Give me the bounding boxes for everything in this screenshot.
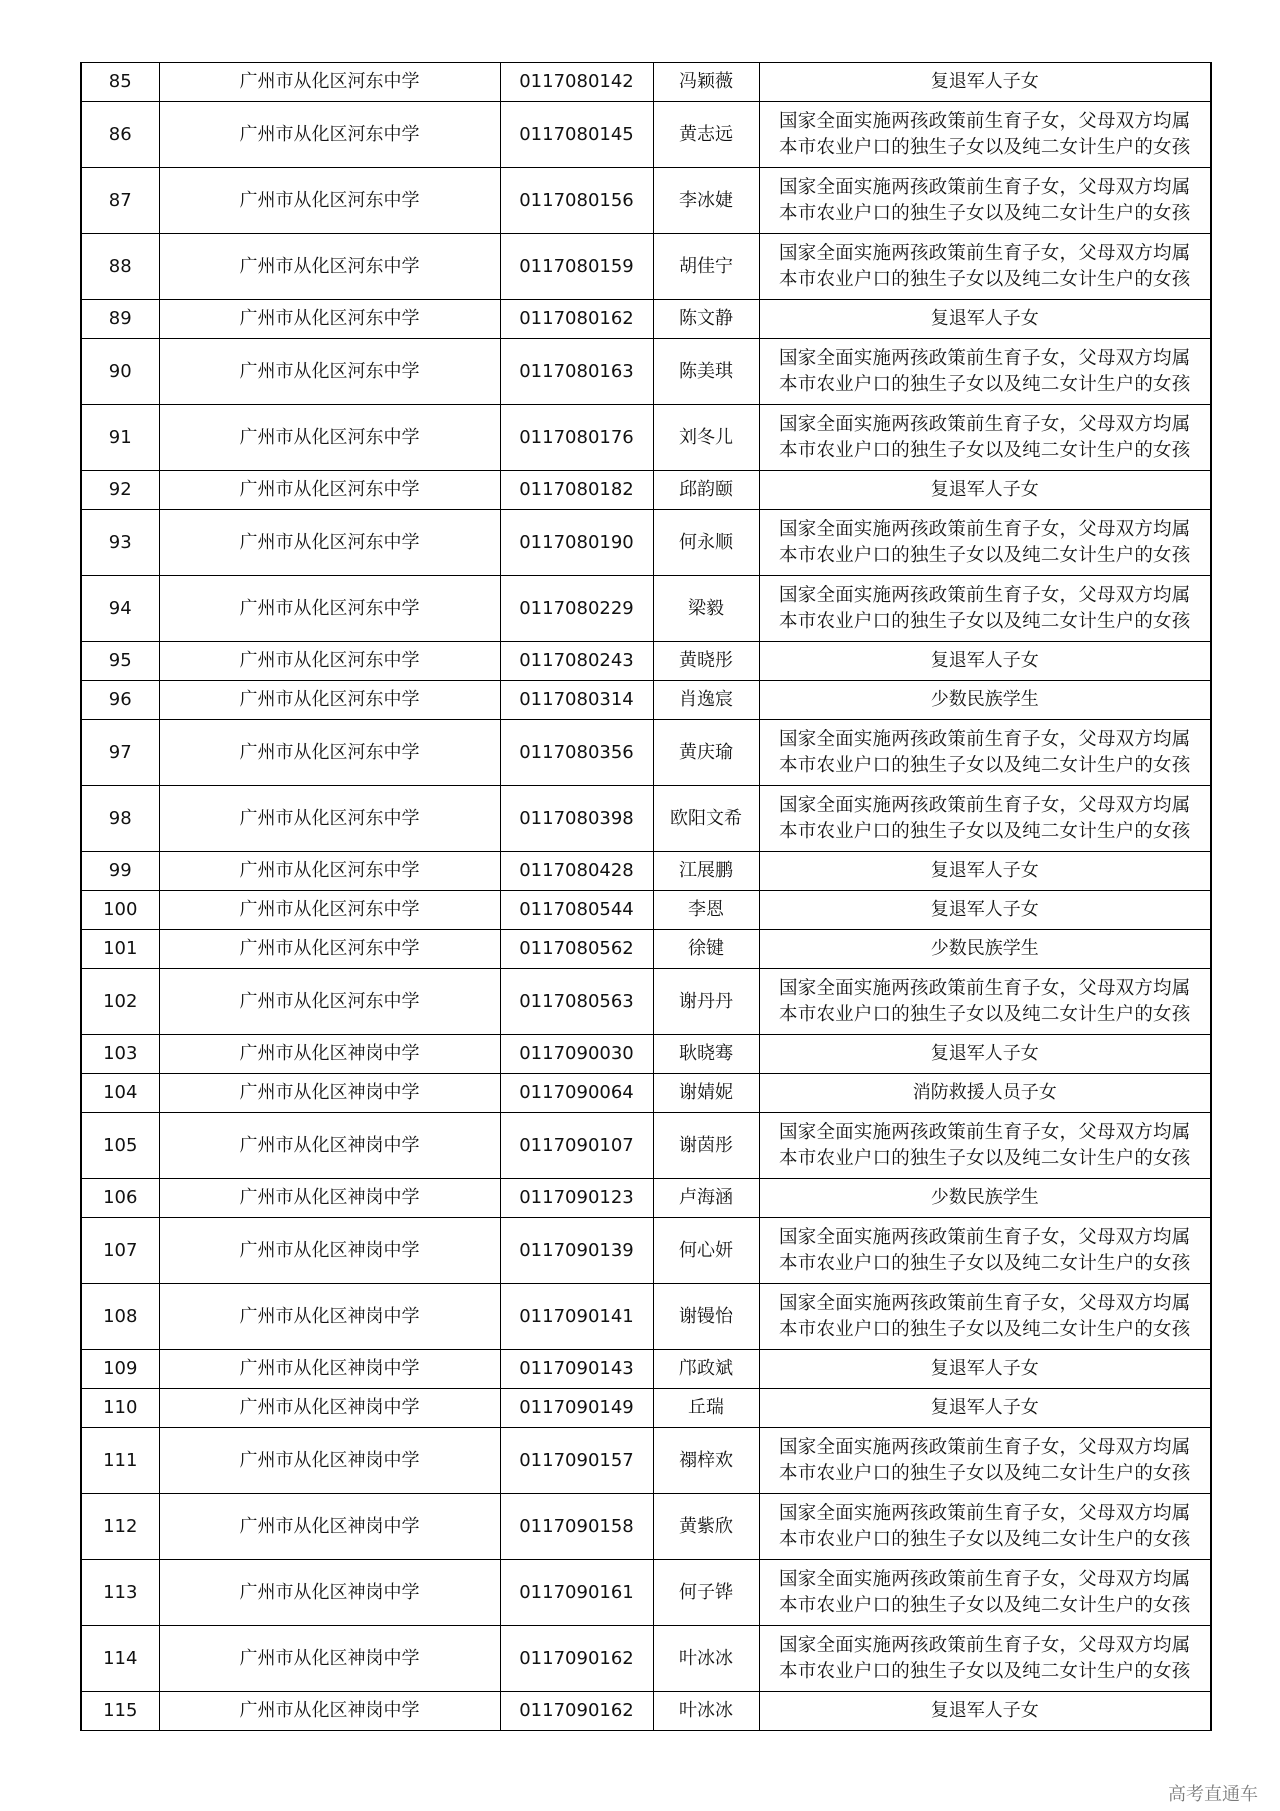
student-name-cell: 李恩 [653,891,759,930]
student-name-cell: 徐键 [653,930,759,969]
student-name-cell: 胡佳宁 [653,234,759,300]
category-cell [759,930,1211,969]
school-name-cell: 广州市从化区神岗中学 [159,1074,500,1113]
row-index-cell: 86 [81,102,159,168]
table-row [81,969,1211,1035]
row-index-cell: 103 [81,1035,159,1074]
table-row [81,300,1211,339]
row-index-cell: 115 [81,1692,159,1731]
category-cell [759,576,1211,642]
row-index-cell: 108 [81,1284,159,1350]
school-name-cell: 广州市从化区神岗中学 [159,1692,500,1731]
category-line: 国家全面实施两孩政策前生育子女，父母双方均属 [779,584,1191,606]
student-name-cell: 禤梓欢 [653,1428,759,1494]
category-line: 本市农业户口的独生子女以及纯二女计生户的女孩 [779,1147,1191,1169]
category-cell [759,1218,1211,1284]
category-line: 复退军人子女 [930,899,1039,920]
student-name-cell: 叶冰冰 [653,1692,759,1731]
category-line: 国家全面实施两孩政策前生育子女，父母双方均属 [779,977,1191,999]
exam-id-cell: 0117080162 [500,300,653,339]
school-name-cell: 广州市从化区河东中学 [159,681,500,720]
category-line: 本市农业户口的独生子女以及纯二女计生户的女孩 [779,136,1191,158]
category-line: 少数民族学生 [930,1187,1039,1208]
exam-id-cell: 0117080229 [500,576,653,642]
student-name-cell: 梁毅 [653,576,759,642]
school-name-cell: 广州市从化区河东中学 [159,471,500,510]
category-line: 复退军人子女 [930,1358,1039,1379]
row-index-cell: 105 [81,1113,159,1179]
school-name-cell: 广州市从化区河东中学 [159,969,500,1035]
row-index-cell: 112 [81,1494,159,1560]
student-name-cell: 丘瑞 [653,1389,759,1428]
category-line: 本市农业户口的独生子女以及纯二女计生户的女孩 [779,820,1191,842]
school-name-cell: 广州市从化区神岗中学 [159,1560,500,1626]
category-cell [759,102,1211,168]
school-name-cell: 广州市从化区河东中学 [159,930,500,969]
category-line: 复退军人子女 [930,1043,1039,1064]
category-line: 复退军人子女 [930,479,1039,500]
category-line: 少数民族学生 [930,938,1039,959]
category-cell [759,720,1211,786]
table-row [81,642,1211,681]
table-row [81,1428,1211,1494]
row-index-cell: 91 [81,405,159,471]
category-line: 本市农业户口的独生子女以及纯二女计生户的女孩 [779,1528,1191,1550]
category-cell [759,1113,1211,1179]
category-line: 消防救援人员子女 [912,1082,1057,1103]
category-line: 本市农业户口的独生子女以及纯二女计生户的女孩 [779,1003,1191,1025]
row-index-cell: 111 [81,1428,159,1494]
exam-id-cell: 0117080145 [500,102,653,168]
table-row [81,1692,1211,1731]
exam-id-cell: 0117090107 [500,1113,653,1179]
category-line: 国家全面实施两孩政策前生育子女，父母双方均属 [779,518,1191,540]
category-cell [759,1035,1211,1074]
student-name-cell: 欧阳文希 [653,786,759,852]
school-name-cell: 广州市从化区河东中学 [159,405,500,471]
exam-id-cell: 0117090157 [500,1428,653,1494]
category-cell [759,1389,1211,1428]
school-name-cell: 广州市从化区神岗中学 [159,1113,500,1179]
student-name-cell: 卢海涵 [653,1179,759,1218]
category-cell [759,1284,1211,1350]
student-name-cell: 谢茵彤 [653,1113,759,1179]
category-line: 国家全面实施两孩政策前生育子女，父母双方均属 [779,1226,1191,1248]
row-index-cell: 93 [81,510,159,576]
school-name-cell: 广州市从化区河东中学 [159,576,500,642]
school-name-cell: 广州市从化区神岗中学 [159,1179,500,1218]
category-line: 本市农业户口的独生子女以及纯二女计生户的女孩 [779,268,1191,290]
exam-id-cell: 0117080544 [500,891,653,930]
school-name-cell: 广州市从化区神岗中学 [159,1626,500,1692]
student-name-cell: 黄紫欣 [653,1494,759,1560]
category-line: 国家全面实施两孩政策前生育子女，父母双方均属 [779,176,1191,198]
row-index-cell: 100 [81,891,159,930]
school-name-cell: 广州市从化区神岗中学 [159,1389,500,1428]
category-cell [759,642,1211,681]
category-cell [759,471,1211,510]
category-cell [759,681,1211,720]
school-name-cell: 广州市从化区河东中学 [159,720,500,786]
table-row [81,1113,1211,1179]
school-name-cell: 广州市从化区河东中学 [159,102,500,168]
category-cell [759,168,1211,234]
table-row [81,1626,1211,1692]
student-name-cell: 邱韵颐 [653,471,759,510]
table-row [81,1494,1211,1560]
category-line: 复退军人子女 [930,71,1039,92]
school-name-cell: 广州市从化区河东中学 [159,786,500,852]
category-cell [759,1350,1211,1389]
row-index-cell: 96 [81,681,159,720]
exam-id-cell: 0117090149 [500,1389,653,1428]
category-line: 国家全面实施两孩政策前生育子女，父母双方均属 [779,794,1191,816]
category-cell [759,1494,1211,1560]
school-name-cell: 广州市从化区河东中学 [159,339,500,405]
school-name-cell: 广州市从化区河东中学 [159,891,500,930]
school-name-cell: 广州市从化区神岗中学 [159,1350,500,1389]
table-row [81,1560,1211,1626]
watermark-text: 高考直通车 [1168,1784,1258,1805]
table-body [81,63,1211,1731]
exam-id-cell: 0117080398 [500,786,653,852]
table-row [81,786,1211,852]
category-line: 国家全面实施两孩政策前生育子女，父母双方均属 [779,1502,1191,1524]
row-index-cell: 99 [81,852,159,891]
table-row [81,102,1211,168]
table-row [81,471,1211,510]
category-line: 国家全面实施两孩政策前生育子女，父母双方均属 [779,242,1191,264]
exam-id-cell: 0117080182 [500,471,653,510]
category-line: 本市农业户口的独生子女以及纯二女计生户的女孩 [779,1594,1191,1616]
category-line: 国家全面实施两孩政策前生育子女，父母双方均属 [779,1121,1191,1143]
table-row [81,720,1211,786]
exam-id-cell: 0117090030 [500,1035,653,1074]
table-row [81,852,1211,891]
category-cell [759,852,1211,891]
row-index-cell: 114 [81,1626,159,1692]
student-name-cell: 李冰婕 [653,168,759,234]
table-row [81,1074,1211,1113]
eligibility-table [80,62,1212,1731]
student-name-cell: 黄庆瑜 [653,720,759,786]
category-cell [759,63,1211,102]
row-index-cell: 89 [81,300,159,339]
row-index-cell: 107 [81,1218,159,1284]
category-line: 本市农业户口的独生子女以及纯二女计生户的女孩 [779,1660,1191,1682]
row-index-cell: 90 [81,339,159,405]
row-index-cell: 113 [81,1560,159,1626]
student-name-cell: 陈文静 [653,300,759,339]
table-row [81,681,1211,720]
category-cell [759,969,1211,1035]
category-line: 国家全面实施两孩政策前生育子女，父母双方均属 [779,1634,1191,1656]
exam-id-cell: 0117090162 [500,1626,653,1692]
exam-id-cell: 0117090162 [500,1692,653,1731]
school-name-cell: 广州市从化区神岗中学 [159,1218,500,1284]
student-name-cell: 黄晓彤 [653,642,759,681]
category-line: 本市农业户口的独生子女以及纯二女计生户的女孩 [779,439,1191,461]
student-name-cell: 冯颖薇 [653,63,759,102]
table-row [81,405,1211,471]
exam-id-cell: 0117090064 [500,1074,653,1113]
row-index-cell: 104 [81,1074,159,1113]
school-name-cell: 广州市从化区河东中学 [159,642,500,681]
student-name-cell: 何子铧 [653,1560,759,1626]
category-line: 本市农业户口的独生子女以及纯二女计生户的女孩 [779,202,1191,224]
row-index-cell: 85 [81,63,159,102]
category-line: 复退军人子女 [930,860,1039,881]
exam-id-cell: 0117080142 [500,63,653,102]
student-name-cell: 谢丹丹 [653,969,759,1035]
category-cell [759,1692,1211,1731]
student-name-cell: 何永顺 [653,510,759,576]
row-index-cell: 106 [81,1179,159,1218]
exam-id-cell: 0117090158 [500,1494,653,1560]
student-name-cell: 陈美琪 [653,339,759,405]
row-index-cell: 98 [81,786,159,852]
exam-id-cell: 0117080163 [500,339,653,405]
row-index-cell: 88 [81,234,159,300]
row-index-cell: 94 [81,576,159,642]
exam-id-cell: 0117080159 [500,234,653,300]
table-row [81,339,1211,405]
exam-id-cell: 0117090143 [500,1350,653,1389]
row-index-cell: 92 [81,471,159,510]
student-name-cell: 叶冰冰 [653,1626,759,1692]
student-name-cell: 谢婧妮 [653,1074,759,1113]
category-line: 少数民族学生 [930,689,1039,710]
row-index-cell: 109 [81,1350,159,1389]
category-line: 本市农业户口的独生子女以及纯二女计生户的女孩 [779,754,1191,776]
exam-id-cell: 0117080243 [500,642,653,681]
exam-id-cell: 0117080190 [500,510,653,576]
category-cell [759,300,1211,339]
table-row [81,891,1211,930]
student-name-cell: 邝政斌 [653,1350,759,1389]
row-index-cell: 110 [81,1389,159,1428]
category-line: 本市农业户口的独生子女以及纯二女计生户的女孩 [779,1462,1191,1484]
student-name-cell: 耿晓骞 [653,1035,759,1074]
table-row [81,63,1211,102]
student-name-cell: 何心妍 [653,1218,759,1284]
category-line: 复退军人子女 [930,650,1039,671]
category-cell [759,891,1211,930]
exam-id-cell: 0117080156 [500,168,653,234]
exam-id-cell: 0117080176 [500,405,653,471]
category-line: 复退军人子女 [930,308,1039,329]
category-cell [759,1626,1211,1692]
category-line: 本市农业户口的独生子女以及纯二女计生户的女孩 [779,1252,1191,1274]
student-name-cell: 肖逸宸 [653,681,759,720]
student-name-cell: 江展鹏 [653,852,759,891]
category-cell [759,786,1211,852]
category-cell [759,339,1211,405]
exam-id-cell: 0117080356 [500,720,653,786]
school-name-cell: 广州市从化区河东中学 [159,63,500,102]
exam-id-cell: 0117080428 [500,852,653,891]
eligibility-table-container [80,62,1210,1731]
exam-id-cell: 0117090139 [500,1218,653,1284]
row-index-cell: 101 [81,930,159,969]
category-cell [759,1428,1211,1494]
category-line: 国家全面实施两孩政策前生育子女，父母双方均属 [779,110,1191,132]
category-line: 本市农业户口的独生子女以及纯二女计生户的女孩 [779,610,1191,632]
category-line: 国家全面实施两孩政策前生育子女，父母双方均属 [779,728,1191,750]
row-index-cell: 95 [81,642,159,681]
row-index-cell: 102 [81,969,159,1035]
category-line: 复退军人子女 [930,1700,1039,1721]
table-row [81,1284,1211,1350]
school-name-cell: 广州市从化区神岗中学 [159,1494,500,1560]
category-cell [759,1560,1211,1626]
student-name-cell: 谢镘怡 [653,1284,759,1350]
school-name-cell: 广州市从化区河东中学 [159,300,500,339]
category-cell [759,1074,1211,1113]
table-row [81,234,1211,300]
category-line: 本市农业户口的独生子女以及纯二女计生户的女孩 [779,1318,1191,1340]
category-cell [759,1179,1211,1218]
category-line: 复退军人子女 [930,1397,1039,1418]
category-line: 国家全面实施两孩政策前生育子女，父母双方均属 [779,1292,1191,1314]
school-name-cell: 广州市从化区河东中学 [159,234,500,300]
exam-id-cell: 0117090141 [500,1284,653,1350]
table-row [81,510,1211,576]
row-index-cell: 87 [81,168,159,234]
exam-id-cell: 0117080314 [500,681,653,720]
row-index-cell: 97 [81,720,159,786]
category-line: 国家全面实施两孩政策前生育子女，父母双方均属 [779,1436,1191,1458]
exam-id-cell: 0117080562 [500,930,653,969]
table-row [81,576,1211,642]
school-name-cell: 广州市从化区神岗中学 [159,1284,500,1350]
category-line: 国家全面实施两孩政策前生育子女，父母双方均属 [779,347,1191,369]
category-line: 国家全面实施两孩政策前生育子女，父母双方均属 [779,1568,1191,1590]
table-row [81,168,1211,234]
table-row [81,1179,1211,1218]
table-row [81,1035,1211,1074]
school-name-cell: 广州市从化区神岗中学 [159,1035,500,1074]
exam-id-cell: 0117090161 [500,1560,653,1626]
category-line: 本市农业户口的独生子女以及纯二女计生户的女孩 [779,544,1191,566]
category-cell [759,405,1211,471]
school-name-cell: 广州市从化区河东中学 [159,168,500,234]
table-row [81,1350,1211,1389]
category-line: 本市农业户口的独生子女以及纯二女计生户的女孩 [779,373,1191,395]
student-name-cell: 黄志远 [653,102,759,168]
category-line: 国家全面实施两孩政策前生育子女，父母双方均属 [779,413,1191,435]
table-row [81,930,1211,969]
school-name-cell: 广州市从化区河东中学 [159,852,500,891]
table-row [81,1389,1211,1428]
school-name-cell: 广州市从化区河东中学 [159,510,500,576]
category-cell [759,234,1211,300]
exam-id-cell: 0117080563 [500,969,653,1035]
school-name-cell: 广州市从化区神岗中学 [159,1428,500,1494]
category-cell [759,510,1211,576]
exam-id-cell: 0117090123 [500,1179,653,1218]
table-row [81,1218,1211,1284]
student-name-cell: 刘冬儿 [653,405,759,471]
